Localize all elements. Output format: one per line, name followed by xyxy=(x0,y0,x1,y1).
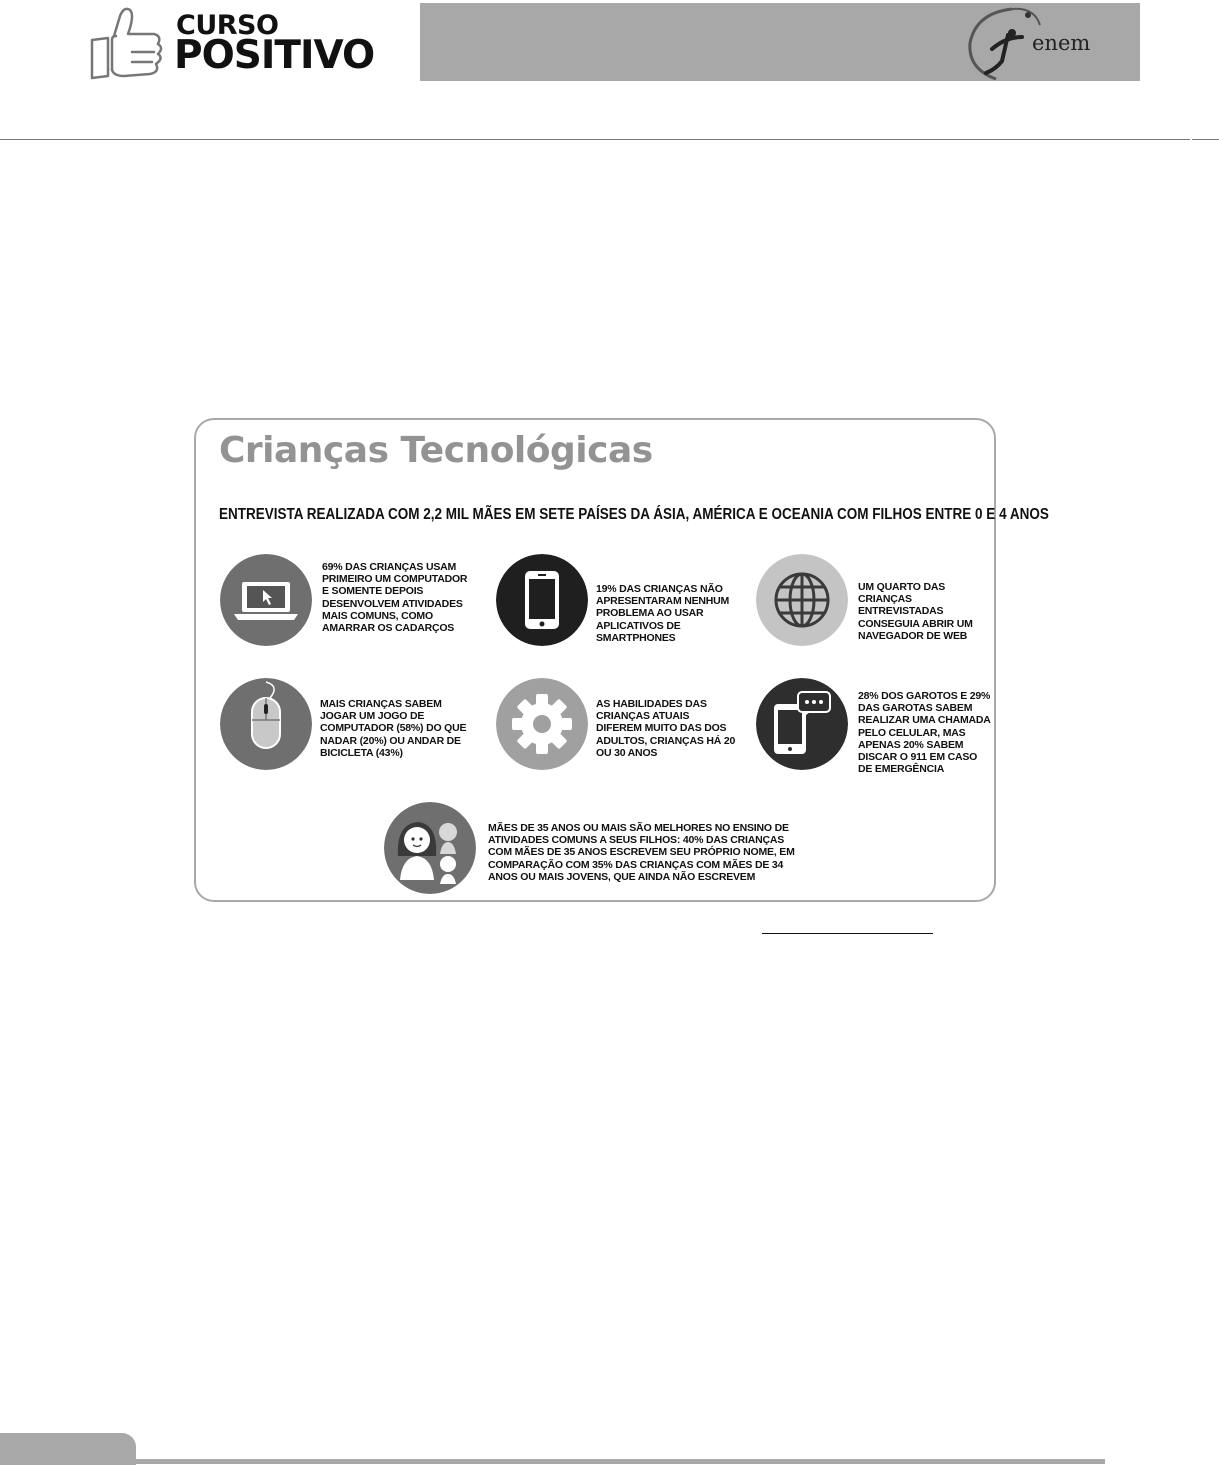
laptop-cursor-icon xyxy=(220,554,312,646)
source-underline xyxy=(762,933,933,934)
stat-text-laptop: 69% DAS CRIANÇAS USAM PRIMEIRO UM COMPUTADOR E SOMENTE DEPOIS DESENVOLVEM ATIVIDADES MAIS COMUNS, COMO AMARRAR OS CADARÇOS xyxy=(322,561,468,635)
gear-icon xyxy=(496,678,588,770)
infographic-panel xyxy=(194,418,1049,902)
footer-divider xyxy=(136,1459,1105,1464)
enem-logo-text: enem xyxy=(1032,31,1091,55)
phone-chat-icon xyxy=(756,678,848,770)
logo-curso-text: CURSO xyxy=(176,10,279,41)
header-divider xyxy=(0,139,1190,140)
header-divider-end xyxy=(1192,139,1219,140)
stat-text-smartphone: 19% DAS CRIANÇAS NÃO APRESENTARAM NENHUM PROBLEMA AO USAR APLICATIVOS DE SMARTPHONES xyxy=(596,583,730,644)
stat-text-mouse: MAIS CRIANÇAS SABEM JOGAR UM JOGO DE COMPUTADOR (58%) DO QUE NADAR (20%) OU ANDAR DE BICICLETA (43%) xyxy=(320,698,467,759)
stat-text-phone-call: 28% DOS GAROTOS E 29% DAS GAROTAS SABEM REALIZAR UMA CHAMADA PELO CELULAR, MAS APENAS 20% SABEM DISCAR O 911 EM CASO DE EMERGÊNCIA xyxy=(858,690,991,776)
page-number-tab xyxy=(0,1433,136,1465)
stat-text-mothers: MÃES DE 35 ANOS OU MAIS SÃO MELHORES NO ENSINO DE ATIVIDADES COMUNS A SEUS FILHOS: 40% DAS CRIANÇAS COM MÃES DE 35 ANOS ESCREVEM SEU PRÓPRIO NOME, EM COMPARAÇÃO COM 35% DAS CRIANÇAS COM MÃES DE 34 ANOS OU MAIS JOVENS, QUE AINDA NÃO ESCREVEM xyxy=(488,822,795,883)
enem-logo xyxy=(962,3,1097,81)
mother-children-icon xyxy=(384,802,476,894)
logo-positivo-text: POSITIVO xyxy=(174,33,375,78)
smartphone-icon xyxy=(496,554,588,646)
thumbs-up-icon xyxy=(84,2,166,84)
header-bar xyxy=(420,3,1140,81)
mouse-icon xyxy=(220,678,312,770)
stat-text-gear: AS HABILIDADES DAS CRIANÇAS ATUAIS DIFEREM MUITO DAS DOS ADULTOS, CRIANÇAS HÁ 20 OU 30 ANOS xyxy=(596,698,736,759)
stat-text-globe: UM QUARTO DAS CRIANÇAS ENTREVISTADAS CONSEGUIA ABRIR UM NAVEGADOR DE WEB xyxy=(858,581,973,642)
infographic-subtitle: ENTREVISTA REALIZADA COM 2,2 MIL MÃES EM SETE PAÍSES DA ÁSIA, AMÉRICA E OCEANIA COM FILHOS ENTRE 0 E 4 ANOS xyxy=(219,505,1049,523)
globe-icon xyxy=(756,554,848,646)
infographic-title: Crianças Tecnológicas xyxy=(219,430,653,471)
curso-positivo-logo xyxy=(84,2,374,84)
